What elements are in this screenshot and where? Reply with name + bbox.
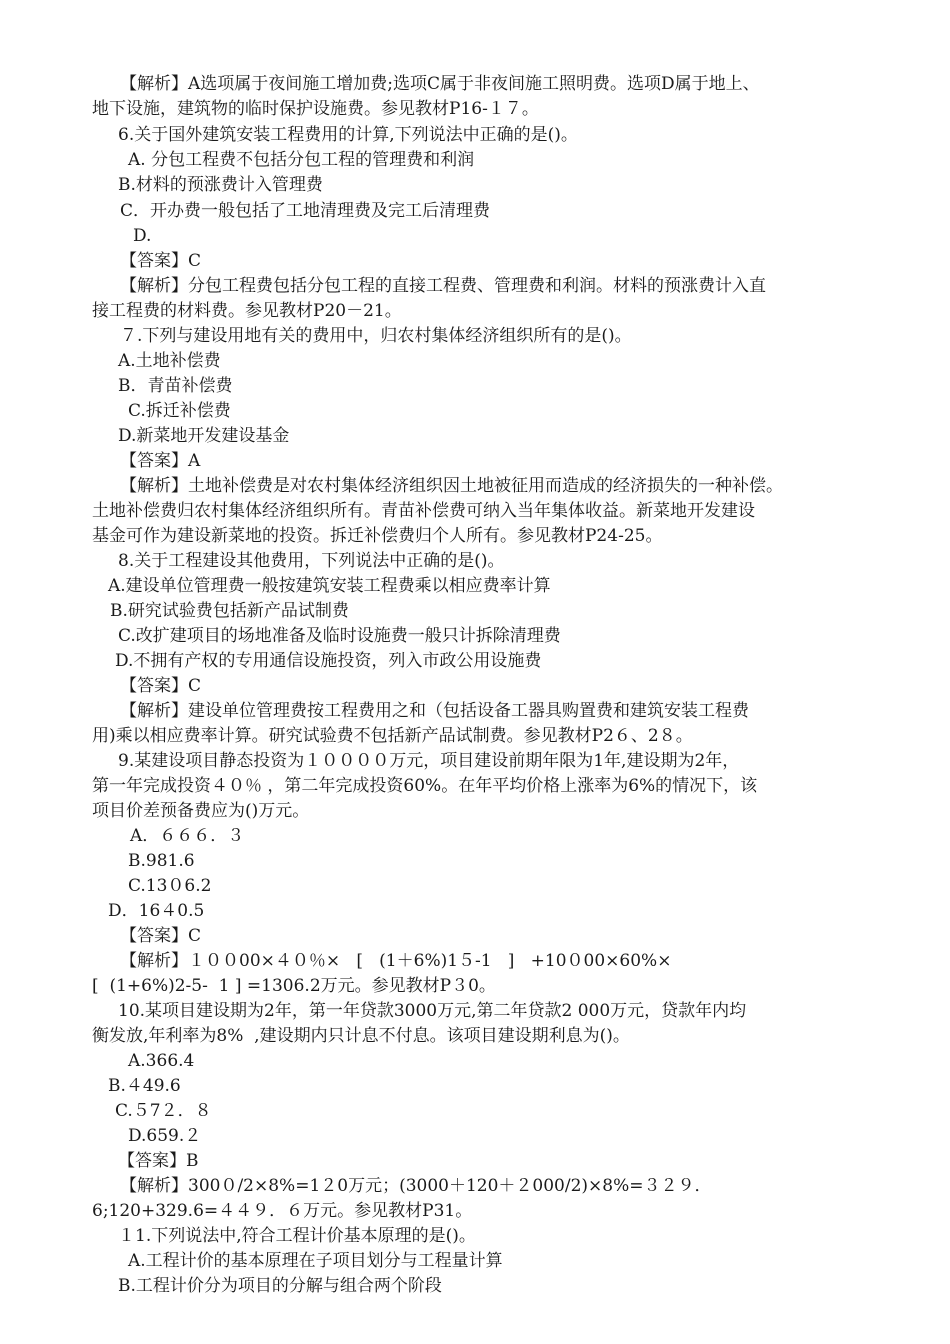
answer: 【答案】A (120, 451, 201, 471)
option-d: D.新菜地开发建设基金 (118, 426, 290, 446)
option-a: A.建设单位管理费一般按建筑安装工程费乘以相应费率计算 (108, 576, 551, 596)
text-line: 【解析】A选项属于夜间施工增加费;选项C属于非夜间施工照明费。选项D属于地上、 (120, 74, 760, 94)
option-c: C.13０6.2 (128, 876, 212, 896)
answer: 【答案】C (120, 926, 202, 946)
option-a: A.土地补偿费 (118, 351, 221, 371)
analysis: 【解析】１００00×４０％× [ (1＋6%)1５-1 ] +10０00×60%× (120, 951, 672, 971)
option-c: C.拆迁补偿费 (128, 401, 231, 421)
option-d: D.659.２ (128, 1126, 202, 1146)
question-7: ７.下列与建设用地有关的费用中，归农村集体经济组织所有的是()。 (120, 326, 632, 346)
question-8: 8.关于工程建设其他费用，下列说法中正确的是()。 (118, 551, 505, 571)
option-b: B.４49.6 (108, 1076, 181, 1096)
text-line: 6;120+329.6=４４９．６万元。参见教材P31。 (92, 1201, 473, 1221)
question-9: 9.某建设项目静态投资为１００００万元，项目建设前期年限为1年,建设期为2年， (118, 751, 740, 771)
option-a: A．６６６．３ (130, 826, 245, 846)
option-b: B.材料的预涨费计入管理费 (118, 175, 323, 195)
option-c: C．开办费一般包括了工地清理费及完工后清理费 (120, 201, 491, 221)
option-c: C.改扩建项目的场地准备及临时设施费一般只计拆除清理费 (118, 626, 561, 646)
option-a: A.工程计价的基本原理在子项目划分与工程量计算 (128, 1251, 503, 1271)
text-line: 用)乘以相应费率计算。研究试验费不包括新产品试制费。参见教材P2６、2８。 (92, 726, 693, 746)
option-b: B.981.6 (128, 851, 195, 871)
option-c: C.５7２．８ (115, 1101, 212, 1121)
option-b: B.研究试验费包括新产品试制费 (110, 601, 349, 621)
text-line: 衡发放,年利率为8% ,建设期内只计息不付息。该项目建设期利息为()。 (92, 1026, 630, 1046)
question-6: 6.关于国外建筑安装工程费用的计算,下列说法中正确的是()。 (118, 125, 578, 145)
option-a: A.366.4 (128, 1051, 195, 1071)
question-10: 10.某项目建设期为2年，第一年贷款3000万元,第二年贷款2 000万元，贷款年内均 (118, 1001, 747, 1021)
option-b: B．青苗补偿费 (118, 376, 233, 396)
text-line: 基金可作为建设新菜地的投资。拆迁补偿费归个人所有。参见教材P24-25。 (92, 526, 663, 546)
answer: 【答案】B (118, 1151, 199, 1171)
text-line: 第一年完成投资４０％ ，第二年完成投资60%。在年平均价格上涨率为6%的情况下，该 (92, 776, 758, 796)
analysis: 【解析】分包工程费包括分包工程的直接工程费、管理费和利润。材料的预涨费计入直 (120, 276, 766, 296)
analysis: 【解析】土地补偿费是对农村集体经济组织因土地被征用而造成的经济损失的一种补偿。 (120, 476, 783, 496)
text-line: 土地补偿费归农村集体经济组织所有。青苗补偿费可纳入当年集体收益。新菜地开发建设 (92, 501, 755, 521)
analysis: 【解析】300０/2×8%=1２0万元；(3000＋120＋２000/2)×8%=３２９． (120, 1176, 712, 1196)
option-a: A. 分包工程费不包括分包工程的管理费和利润 (128, 150, 475, 170)
option-d: D.不拥有产权的专用通信设施投资，列入市政公用设施费 (115, 651, 542, 671)
option-b: B.工程计价分为项目的分解与组合两个阶段 (118, 1276, 442, 1296)
option-d: D．16４0.5 (108, 901, 205, 921)
question-11: １1.下列说法中,符合工程计价基本原理的是()。 (118, 1226, 476, 1246)
text-line: 项目价差预备费应为()万元。 (92, 801, 310, 821)
text-line: 接工程费的材料费。参见教材P20－21。 (92, 301, 402, 321)
text-line: [ (1+6%)2-5- 1 ] =1306.2万元。参见教材P３0。 (92, 976, 496, 996)
answer: 【答案】C (120, 251, 202, 271)
text-line: 地下设施，建筑物的临时保护设施费。参见教材P16-１７。 (92, 99, 539, 119)
analysis: 【解析】建设单位管理费按工程费用之和（包括设备工器具购置费和建筑安装工程费 (120, 701, 749, 721)
option-d: D. (133, 226, 152, 246)
answer: 【答案】C (120, 676, 202, 696)
